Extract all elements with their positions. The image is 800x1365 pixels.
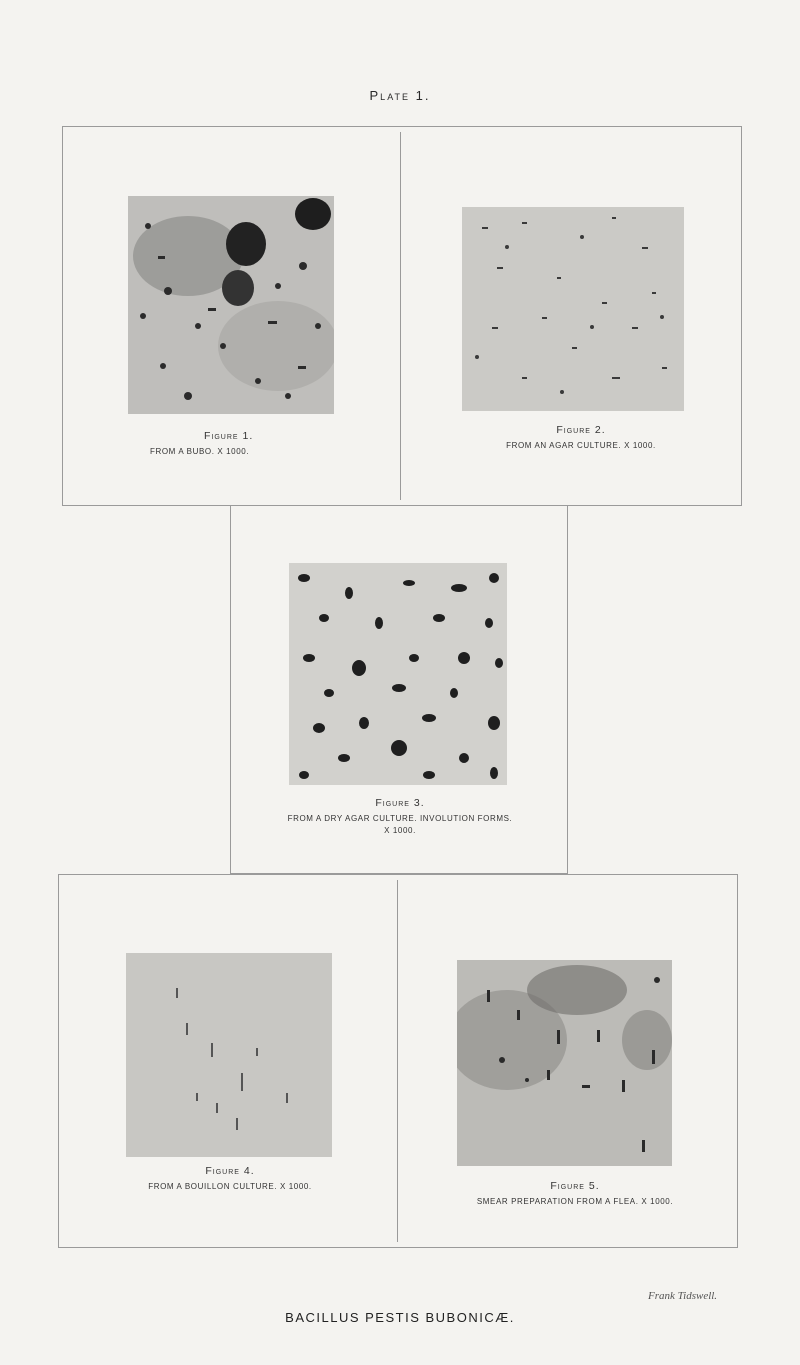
figure-1-desc: FROM A BUBO. X 1000. — [150, 447, 250, 456]
artist-signature: Frank Tidswell. — [648, 1290, 718, 1302]
figure-2-micrograph — [462, 207, 684, 411]
figure-2-photo — [462, 207, 684, 411]
bottom-panel-divider — [397, 880, 398, 1242]
figure-2-desc: FROM AN AGAR CULTURE. X 1000. — [506, 441, 656, 450]
figure-5-desc: SMEAR PREPARATION FROM A FLEA. X 1000. — [476, 1197, 674, 1206]
figure-3-micrograph — [289, 563, 507, 785]
figure-4-title: Figure 4. — [205, 1165, 255, 1177]
figure-4-photo — [126, 953, 332, 1157]
plate-title: Plate 1. — [369, 88, 431, 103]
figure-1-micrograph — [128, 196, 334, 414]
figure-3-desc: FROM A DRY AGAR CULTURE. INVOLUTION FORMS. — [287, 814, 513, 823]
figure-5-caption — [440, 1180, 710, 1206]
figure-3-photo — [289, 563, 507, 785]
figure-3-caption — [240, 797, 560, 835]
figure-4-desc: FROM A BOUILLON CULTURE. X 1000. — [148, 1182, 312, 1191]
figure-4-caption — [100, 1165, 360, 1191]
figure-5-micrograph — [457, 960, 672, 1166]
figure-5-photo — [457, 960, 672, 1166]
plate-footer-title: BACILLUS PESTIS BUBONICÆ. — [285, 1310, 515, 1325]
figure-2-caption — [466, 424, 696, 450]
figure-1-photo — [128, 196, 334, 414]
figure-5-title: Figure 5. — [550, 1180, 600, 1192]
top-panel-divider — [400, 132, 401, 500]
figure-4-micrograph — [126, 953, 332, 1157]
figure-1-title: Figure 1. — [204, 430, 254, 442]
figure-3-title: Figure 3. — [375, 797, 425, 809]
figure-3-magnification: X 1000. — [384, 826, 416, 835]
figure-2-title: Figure 2. — [556, 424, 606, 436]
figure-1-caption — [108, 430, 358, 456]
